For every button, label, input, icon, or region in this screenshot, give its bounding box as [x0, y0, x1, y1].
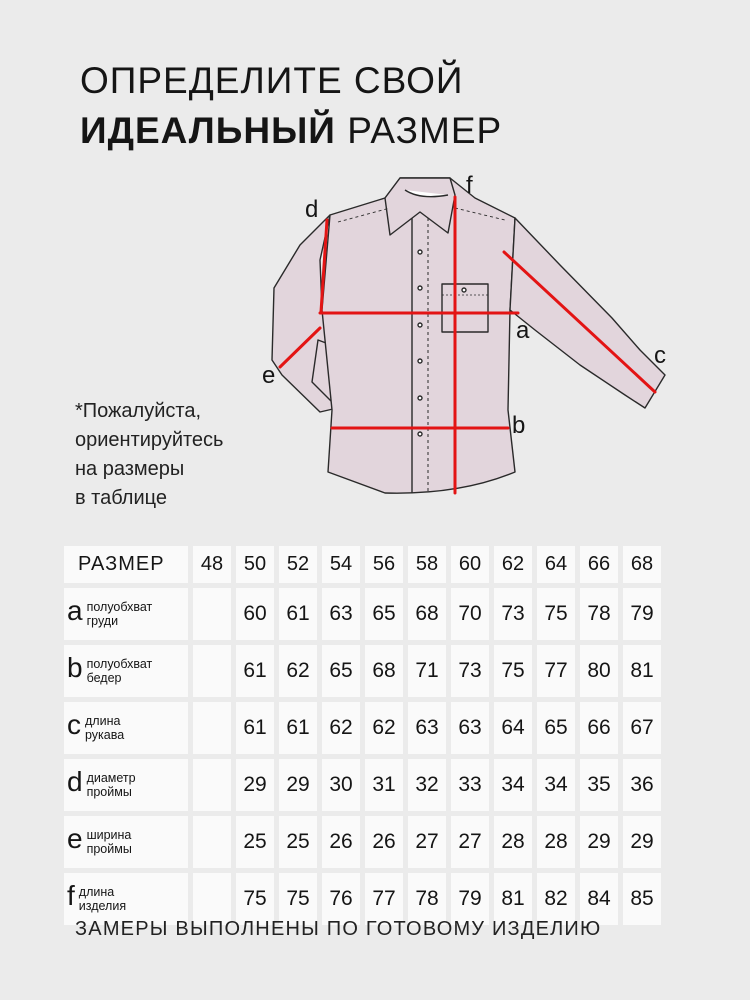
measurement-value-cell	[193, 645, 231, 697]
measurement-row-a	[64, 588, 661, 640]
size-header-row	[64, 546, 661, 583]
measurement-value-cell: 30	[322, 759, 360, 811]
measurement-value-cell: 68	[408, 588, 446, 640]
measurement-value-cell: 78	[408, 873, 446, 925]
measurement-value-cell: 33	[451, 759, 489, 811]
measurement-letter: b	[67, 652, 83, 683]
measurement-label-wrap	[67, 595, 188, 628]
measurement-value-cell: 63	[408, 702, 446, 754]
measurement-description	[79, 885, 126, 913]
measurement-value-cell: 78	[580, 588, 618, 640]
measurement-value-cell: 61	[236, 702, 274, 754]
description-line-2: груди	[86, 614, 119, 628]
measurement-value-cell: 66	[580, 702, 618, 754]
measurement-value-cell: 29	[580, 816, 618, 868]
measurement-value-cell: 77	[537, 645, 575, 697]
size-header-cell: 62	[494, 546, 532, 583]
measurement-value-cell: 27	[451, 816, 489, 868]
size-header-cell: 60	[451, 546, 489, 583]
description-line-2: изделия	[78, 899, 127, 913]
measure-label-c: c	[654, 342, 666, 369]
measurement-value-cell: 71	[408, 645, 446, 697]
measurement-value-cell: 75	[279, 873, 317, 925]
measurement-label-wrap	[67, 709, 188, 742]
measurement-value-cell: 61	[236, 645, 274, 697]
measurement-value-cell: 70	[451, 588, 489, 640]
title-bold-word: ИДЕАЛЬНЫЙ	[80, 110, 336, 151]
measurement-label	[64, 816, 188, 868]
description-line-2: рукава	[85, 728, 125, 742]
measurement-value-cell	[193, 816, 231, 868]
size-header-cell: 64	[537, 546, 575, 583]
measurement-value-cell	[193, 759, 231, 811]
measurement-value-cell: 29	[236, 759, 274, 811]
measurement-value-cell: 34	[537, 759, 575, 811]
measurement-letter: e	[67, 823, 83, 854]
measurement-value-cell: 60	[236, 588, 274, 640]
measurement-description	[87, 828, 132, 856]
measurement-label	[64, 759, 188, 811]
description-line-1: диаметр	[86, 771, 136, 785]
measurement-value-cell: 34	[494, 759, 532, 811]
measurement-value-cell: 62	[279, 645, 317, 697]
measurement-value-cell: 26	[365, 816, 403, 868]
description-line-1: полуобхват	[86, 657, 153, 671]
measurement-value-cell	[193, 702, 231, 754]
description-line-2: проймы	[86, 785, 132, 799]
size-header-cell: 58	[408, 546, 446, 583]
size-header-label: РАЗМЕР	[64, 546, 188, 583]
measurement-label	[64, 702, 188, 754]
measurement-value-cell: 28	[537, 816, 575, 868]
measurement-label-wrap	[67, 766, 188, 799]
note-line: *Пожалуйста,	[75, 400, 202, 422]
measurement-value-cell: 67	[623, 702, 661, 754]
measurement-value-cell: 63	[322, 588, 360, 640]
measurement-value-cell: 26	[322, 816, 360, 868]
measurement-value-cell: 35	[580, 759, 618, 811]
measurement-description	[87, 771, 136, 799]
measurement-value-cell: 27	[408, 816, 446, 868]
note-line: ориентируйтесь	[75, 429, 224, 451]
measurement-value-cell: 76	[322, 873, 360, 925]
measure-label-d: d	[305, 196, 319, 223]
size-header-cell: 50	[236, 546, 274, 583]
measurement-value-cell: 65	[322, 645, 360, 697]
measurement-value-cell: 68	[365, 645, 403, 697]
measurement-value-cell: 65	[537, 702, 575, 754]
title-line-2	[80, 106, 502, 156]
measure-label-f: f	[466, 172, 473, 199]
measurement-value-cell: 85	[623, 873, 661, 925]
measure-label-a: a	[516, 317, 530, 344]
description-line-2: бедер	[86, 671, 122, 685]
measurement-value-cell: 61	[279, 588, 317, 640]
size-table	[59, 541, 666, 930]
measurement-row-e	[64, 816, 661, 868]
measurement-row-b	[64, 645, 661, 697]
shirt-illustration-icon	[272, 178, 665, 493]
size-header-cell: 68	[623, 546, 661, 583]
measurement-value-cell: 36	[623, 759, 661, 811]
measurement-value-cell: 32	[408, 759, 446, 811]
measurement-letter: d	[67, 766, 83, 797]
measurement-value-cell: 82	[537, 873, 575, 925]
size-header-cell: 48	[193, 546, 231, 583]
measurement-value-cell: 84	[580, 873, 618, 925]
note-line: на размеры	[75, 458, 185, 480]
measurement-value-cell: 64	[494, 702, 532, 754]
measurement-letter: a	[67, 595, 83, 626]
measurement-value-cell: 31	[365, 759, 403, 811]
note-line: в таблице	[75, 487, 167, 509]
measurement-value-cell: 73	[494, 588, 532, 640]
measurement-value-cell: 62	[365, 702, 403, 754]
measurement-letter: f	[67, 880, 75, 911]
measurement-value-cell: 75	[537, 588, 575, 640]
measurement-value-cell: 62	[322, 702, 360, 754]
measurement-value-cell: 73	[451, 645, 489, 697]
shirt-measurement-diagram	[260, 160, 680, 500]
title-line-1: ОПРЕДЕЛИТЕ СВОЙ	[80, 60, 464, 101]
measurement-value-cell: 29	[623, 816, 661, 868]
measurement-value-cell: 80	[580, 645, 618, 697]
measurement-value-cell: 25	[236, 816, 274, 868]
measurement-label	[64, 588, 188, 640]
measurement-value-cell: 61	[279, 702, 317, 754]
measure-label-b: b	[512, 412, 526, 439]
measurement-value-cell: 25	[279, 816, 317, 868]
size-header-cell: 56	[365, 546, 403, 583]
measurement-value-cell: 65	[365, 588, 403, 640]
page-title	[80, 56, 502, 156]
title-regular-word: РАЗМЕР	[347, 110, 503, 151]
footer-note: ЗАМЕРЫ ВЫПОЛНЕНЫ ПО ГОТОВОМУ ИЗДЕЛИЮ	[75, 918, 602, 940]
measurement-description	[85, 714, 124, 742]
measurement-row-c	[64, 702, 661, 754]
description-line-1: ширина	[86, 828, 132, 842]
measurement-value-cell: 77	[365, 873, 403, 925]
size-header-cell: 66	[580, 546, 618, 583]
measurement-description	[87, 600, 153, 628]
measurement-value-cell: 81	[494, 873, 532, 925]
size-header-cell: 52	[279, 546, 317, 583]
measurement-value-cell: 28	[494, 816, 532, 868]
measurement-label	[64, 645, 188, 697]
description-line-1: полуобхват	[86, 600, 153, 614]
measurement-value-cell: 79	[451, 873, 489, 925]
measurement-letter: c	[67, 709, 81, 740]
description-line-2: проймы	[86, 842, 132, 856]
measurement-value-cell: 79	[623, 588, 661, 640]
size-header-cell: 54	[322, 546, 360, 583]
measurement-value-cell: 81	[623, 645, 661, 697]
description-line-1: длина	[78, 885, 115, 899]
measure-label-e: e	[262, 362, 276, 389]
size-note	[75, 397, 223, 513]
measurement-label-wrap	[67, 652, 188, 685]
measurement-row-d	[64, 759, 661, 811]
measurement-description	[87, 657, 153, 685]
measurement-value-cell: 29	[279, 759, 317, 811]
measurement-value-cell: 75	[494, 645, 532, 697]
measurement-label-wrap	[67, 880, 188, 913]
measurement-value-cell: 75	[236, 873, 274, 925]
measurement-label-wrap	[67, 823, 188, 856]
measurement-value-cell: 63	[451, 702, 489, 754]
description-line-1: длина	[85, 714, 121, 728]
measurement-value-cell	[193, 588, 231, 640]
